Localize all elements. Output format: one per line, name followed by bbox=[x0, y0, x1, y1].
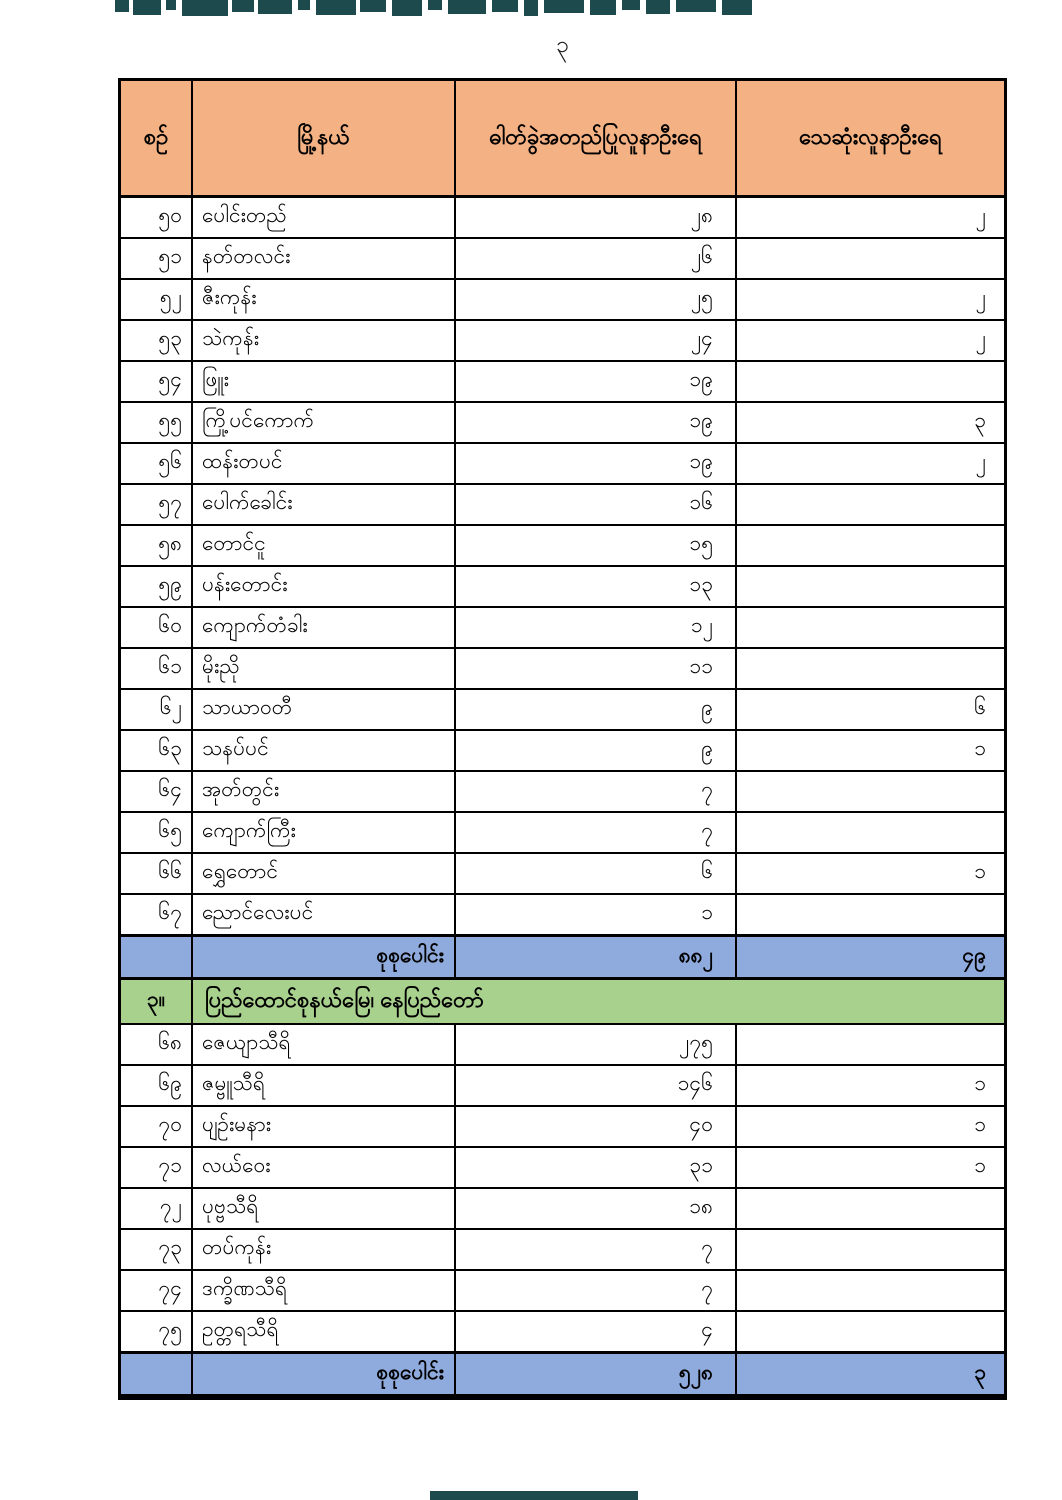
confirmed-cases-cell: ၁၃ bbox=[456, 567, 737, 606]
serial-cell: ၇၃ bbox=[121, 1230, 193, 1269]
deaths-cell bbox=[737, 239, 1004, 278]
cutoff-text-fragment bbox=[298, 0, 310, 10]
table-row bbox=[121, 1066, 1004, 1107]
table-row bbox=[121, 1148, 1004, 1189]
cutoff-text-fragment bbox=[182, 0, 228, 16]
deaths-total-cell: ၃ bbox=[974, 1360, 986, 1384]
deaths-cell: ၁ bbox=[974, 860, 986, 883]
township-cell: တပ်ကုန်း bbox=[193, 1230, 456, 1269]
township-cell: ပေါက်ခေါင်း bbox=[193, 485, 456, 524]
confirmed-cases-cell: ၇ bbox=[456, 1271, 737, 1310]
page-number: ၃ bbox=[556, 31, 569, 57]
township-cell: ဖြူး bbox=[193, 362, 456, 401]
confirmed-cases-cell: ၇ bbox=[456, 813, 737, 852]
table-row bbox=[121, 526, 1004, 567]
deaths-cell bbox=[737, 362, 1004, 401]
confirmed-total-cell: ၈၈၂ bbox=[456, 937, 737, 977]
table-row bbox=[121, 813, 1004, 854]
deaths-cell bbox=[737, 895, 1004, 934]
confirmed-cases-cell: ၁၉ bbox=[456, 362, 737, 401]
cutoff-text-fragment bbox=[590, 0, 616, 15]
total-row bbox=[121, 936, 1004, 980]
table-row bbox=[121, 731, 1004, 772]
cutoff-text-fragment bbox=[316, 0, 356, 15]
serial-cell: ၆၆ bbox=[121, 854, 193, 893]
township-cell: သနပ်ပင် bbox=[193, 731, 456, 770]
confirmed-cases-cell: ၉ bbox=[456, 690, 737, 729]
confirmed-cases-cell: ၄၀ bbox=[456, 1107, 737, 1146]
deaths-cell bbox=[737, 1312, 1004, 1351]
serial-cell: ၆၉ bbox=[121, 1066, 193, 1105]
table-row bbox=[121, 854, 1004, 895]
table-row bbox=[121, 567, 1004, 608]
township-cell: ဇမ္ဗူသီရိ bbox=[193, 1066, 456, 1105]
deaths-cell bbox=[737, 1271, 1004, 1310]
confirmed-cases-cell: ၂၆ bbox=[456, 239, 737, 278]
township-cell: ပေါင်းတည် bbox=[193, 198, 456, 237]
total-row bbox=[121, 1353, 1004, 1397]
confirmed-cases-cell: ၁၄၆ bbox=[456, 1066, 737, 1105]
deaths-cell bbox=[737, 772, 1004, 811]
cutoff-text-fragment bbox=[492, 0, 518, 12]
deaths-cell bbox=[737, 485, 1004, 524]
confirmed-cases-cell: ၉ bbox=[456, 731, 737, 770]
township-cell: ထန်းတပင် bbox=[193, 444, 456, 483]
township-cell: သာယာဝတီ bbox=[193, 690, 456, 729]
cutoff-text-fragment bbox=[115, 0, 129, 12]
deaths-cell bbox=[737, 813, 1004, 852]
deaths-cell bbox=[737, 567, 1004, 606]
table-body bbox=[121, 198, 1004, 1397]
table-row bbox=[121, 649, 1004, 690]
deaths-cell: ၁ bbox=[974, 1154, 986, 1177]
deaths-cell: ၂ bbox=[975, 450, 986, 473]
township-cell: အုတ်တွင်း bbox=[193, 772, 456, 811]
total-label-cell: စုစုပေါင်း bbox=[193, 1354, 456, 1394]
cutoff-text-fragment bbox=[258, 0, 292, 14]
header-deaths: သေဆုံးလူနာဦးရေ bbox=[799, 123, 942, 149]
cutoff-text-fragment bbox=[676, 0, 716, 12]
serial-cell: ၅၃ bbox=[121, 321, 193, 360]
table-row bbox=[121, 280, 1004, 321]
serial-cell: ၆၅ bbox=[121, 813, 193, 852]
serial-cell: ၅၂ bbox=[121, 280, 193, 319]
table-row bbox=[121, 608, 1004, 649]
confirmed-cases-cell: ၁၉ bbox=[456, 444, 737, 483]
township-cell: ပန်းတောင်း bbox=[193, 567, 456, 606]
deaths-total-cell: ၄၉ bbox=[962, 943, 986, 967]
township-cell: ဒက္ခိဏသီရိ bbox=[193, 1271, 456, 1310]
deaths-cell: ၁ bbox=[974, 737, 986, 760]
township-cell: ဇေယျာသီရိ bbox=[193, 1025, 456, 1064]
table-row bbox=[121, 1230, 1004, 1271]
header-township: မြို့နယ် bbox=[193, 81, 456, 195]
serial-cell: ၆၈ bbox=[121, 1025, 193, 1064]
deaths-cell bbox=[737, 608, 1004, 647]
cutoff-text-fragment bbox=[360, 0, 386, 12]
table-row bbox=[121, 403, 1004, 444]
cutoff-text-fragment bbox=[392, 0, 422, 16]
confirmed-cases-cell: ၂၄ bbox=[456, 321, 737, 360]
township-cell: လယ်ဝေး bbox=[193, 1148, 456, 1187]
township-cell: ကြို့ပင်ကောက် bbox=[193, 403, 456, 442]
confirmed-cases-cell: ၁၁ bbox=[456, 649, 737, 688]
serial-cell: ၇၄ bbox=[121, 1271, 193, 1310]
serial-cell: ၇၀ bbox=[121, 1107, 193, 1146]
table-row bbox=[121, 690, 1004, 731]
serial-cell: ၇၂ bbox=[121, 1189, 193, 1228]
deaths-cell: ၂ bbox=[975, 327, 986, 350]
township-cell: ပုဗ္ဗသီရိ bbox=[193, 1189, 456, 1228]
deaths-cell bbox=[737, 649, 1004, 688]
cutoff-text-fragment bbox=[448, 0, 486, 14]
deaths-cell bbox=[737, 1025, 1004, 1064]
serial-cell: ၆၀ bbox=[121, 608, 193, 647]
confirmed-cases-cell: ၆ bbox=[456, 854, 737, 893]
table-row bbox=[121, 1189, 1004, 1230]
cutoff-text-fragment bbox=[524, 0, 538, 16]
confirmed-cases-cell: ၂၅ bbox=[456, 280, 737, 319]
serial-cell: ၆၁ bbox=[121, 649, 193, 688]
confirmed-cases-cell: ၂၈ bbox=[456, 198, 737, 237]
table-row bbox=[121, 772, 1004, 813]
deaths-cell: ၁ bbox=[974, 1072, 986, 1095]
total-label-cell: စုစုပေါင်း bbox=[193, 937, 456, 977]
confirmed-cases-cell: ၁၉ bbox=[456, 403, 737, 442]
township-cell: ဥတ္တရသီရိ bbox=[193, 1312, 456, 1351]
township-cell: ညောင်လေးပင် bbox=[193, 895, 456, 934]
confirmed-total-cell: ၅၂၈ bbox=[456, 1354, 737, 1394]
table-row bbox=[121, 1312, 1004, 1353]
table-row bbox=[121, 198, 1004, 239]
table-row bbox=[121, 321, 1004, 362]
serial-cell: ၅၇ bbox=[121, 485, 193, 524]
serial-cell: ၅၅ bbox=[121, 403, 193, 442]
section-header-row bbox=[121, 980, 1004, 1025]
serial-cell: ၆၇ bbox=[121, 895, 193, 934]
serial-cell bbox=[121, 937, 193, 977]
page-edge-artifact-bottom bbox=[430, 1491, 638, 1500]
township-cell: မိုးညို bbox=[193, 649, 456, 688]
confirmed-cases-cell: ၂၇၅ bbox=[456, 1025, 737, 1064]
serial-cell: ၇၅ bbox=[121, 1312, 193, 1351]
serial-cell: ၅၀ bbox=[121, 198, 193, 237]
table-row bbox=[121, 444, 1004, 485]
header-serial: စဉ် bbox=[121, 81, 193, 195]
township-cell: သဲကုန်း bbox=[193, 321, 456, 360]
table-row bbox=[121, 362, 1004, 403]
table-header-row bbox=[121, 81, 1004, 198]
covid-township-table bbox=[118, 78, 1007, 1400]
table-row bbox=[121, 1025, 1004, 1066]
township-cell: နတ်တလင်း bbox=[193, 239, 456, 278]
table-row bbox=[121, 485, 1004, 526]
cutoff-text-fragment bbox=[622, 0, 640, 10]
serial-cell bbox=[121, 1354, 193, 1394]
deaths-cell bbox=[737, 526, 1004, 565]
serial-cell: ၆၄ bbox=[121, 772, 193, 811]
confirmed-cases-cell: ၇ bbox=[456, 772, 737, 811]
cutoff-text-fragment bbox=[646, 0, 670, 14]
cutoff-text-fragment bbox=[544, 0, 584, 13]
cutoff-text-fragment bbox=[166, 0, 176, 10]
deaths-cell: ၁ bbox=[974, 1113, 986, 1136]
township-cell: တောင်ငူ bbox=[193, 526, 456, 565]
table-row bbox=[121, 895, 1004, 936]
confirmed-cases-cell: ၃၁ bbox=[456, 1148, 737, 1187]
cutoff-text-fragment bbox=[428, 0, 442, 10]
serial-cell: ၇၁ bbox=[121, 1148, 193, 1187]
serial-cell: ၅၉ bbox=[121, 567, 193, 606]
serial-cell: ၆၂ bbox=[121, 690, 193, 729]
deaths-cell bbox=[737, 1230, 1004, 1269]
township-cell: ပျဉ်းမနား bbox=[193, 1107, 456, 1146]
confirmed-cases-cell: ၁၆ bbox=[456, 485, 737, 524]
table-row bbox=[121, 1107, 1004, 1148]
township-cell: ကျောက်တံခါး bbox=[193, 608, 456, 647]
serial-cell: ၅၈ bbox=[121, 526, 193, 565]
confirmed-cases-cell: ၄ bbox=[456, 1312, 737, 1351]
section-title-cell: ပြည်ထောင်စုနယ်မြေ၊ နေပြည်တော် bbox=[205, 987, 484, 1012]
table-row bbox=[121, 1271, 1004, 1312]
township-cell: ရွှေတောင် bbox=[193, 854, 456, 893]
deaths-cell: ၂ bbox=[975, 204, 986, 227]
confirmed-cases-cell: ၁ bbox=[456, 895, 737, 934]
township-cell: ဇီးကုန်း bbox=[193, 280, 456, 319]
deaths-cell: ၆ bbox=[974, 696, 986, 719]
serial-cell: ၆၃ bbox=[121, 731, 193, 770]
serial-cell: ၅၁ bbox=[121, 239, 193, 278]
deaths-cell: ၃ bbox=[974, 409, 986, 432]
table-row bbox=[121, 239, 1004, 280]
confirmed-cases-cell: ၁၂ bbox=[456, 608, 737, 647]
confirmed-cases-cell: ၇ bbox=[456, 1230, 737, 1269]
header-confirmed-cases: ဓါတ်ခွဲအတည်ပြုလူနာဦးရေ bbox=[456, 81, 737, 195]
section-serial-cell: ၃။ bbox=[121, 980, 193, 1023]
deaths-cell bbox=[737, 1189, 1004, 1228]
cutoff-text-fragment bbox=[133, 0, 161, 15]
serial-cell: ၅၄ bbox=[121, 362, 193, 401]
confirmed-cases-cell: ၁၅ bbox=[456, 526, 737, 565]
township-cell: ကျောက်ကြီး bbox=[193, 813, 456, 852]
serial-cell: ၅၆ bbox=[121, 444, 193, 483]
cutoff-text-fragment bbox=[232, 0, 254, 12]
deaths-cell: ၂ bbox=[975, 286, 986, 309]
confirmed-cases-cell: ၁၈ bbox=[456, 1189, 737, 1228]
cutoff-text-fragment bbox=[722, 0, 752, 15]
